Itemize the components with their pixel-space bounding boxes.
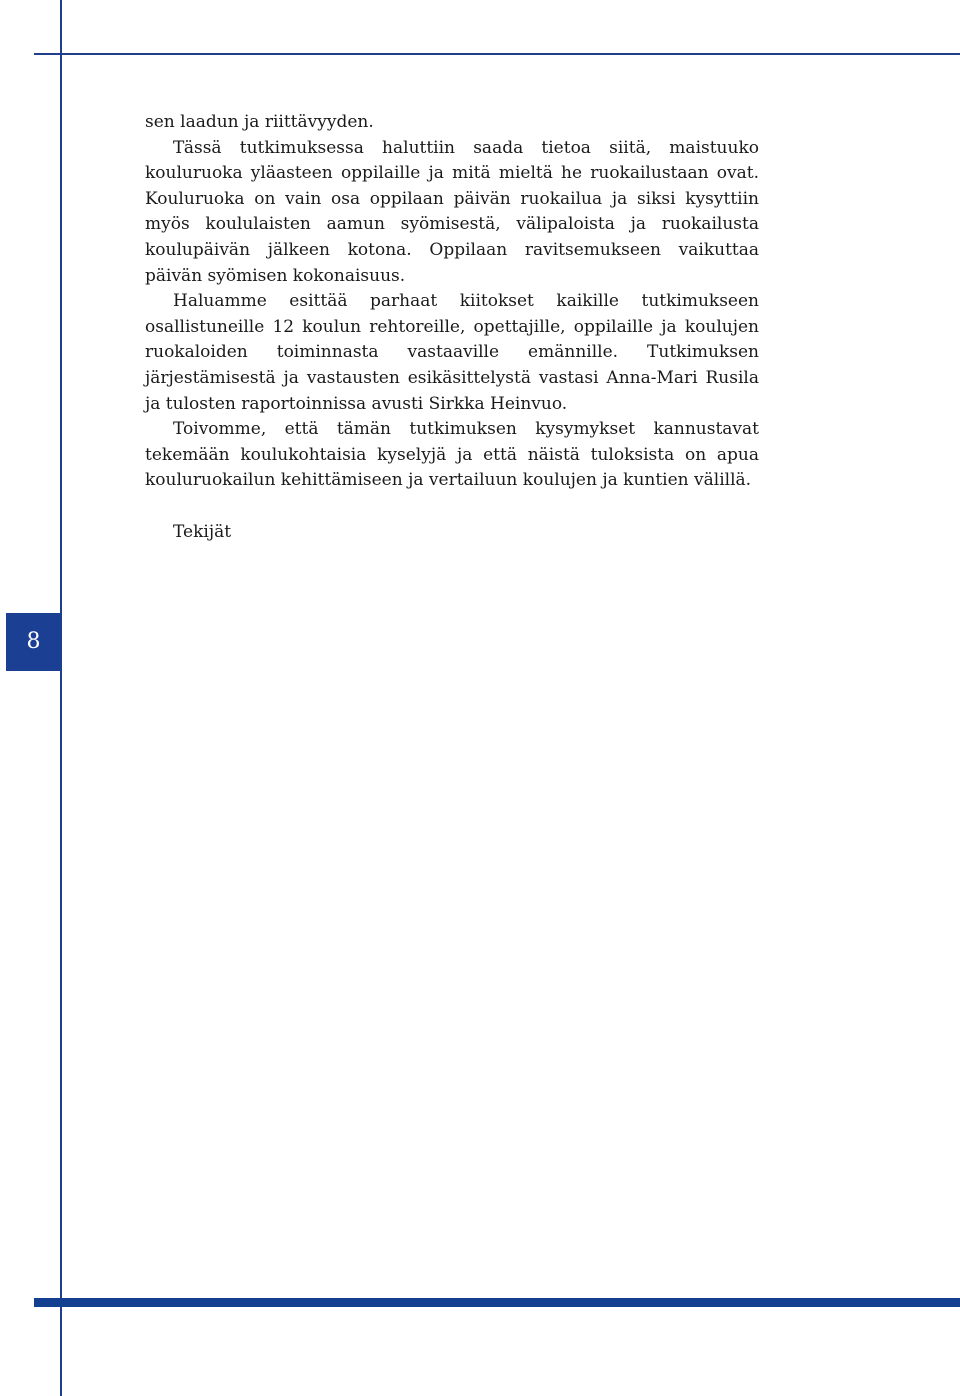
header-rule <box>34 53 960 55</box>
paragraph-4: Toivomme, että tämän tutkimuksen kysymykset kannustavat tekemään koulukohtaisia kyselyjä ja että näistä tuloksista on apua kouluruokailun kehittämiseen ja vertailuun koulujen ja kuntien välillä. <box>145 419 759 491</box>
page-number: 8 <box>26 629 41 654</box>
paragraph-1: sen laadun ja riittävyyden. <box>145 112 374 132</box>
paragraph-3: Haluamme esittää parhaat kiitokset kaikille tutkimukseen osallistuneille 12 koulun rehtoreille, opettajille, oppilaille ja koulujen ruokaloiden toiminnasta vastaaville emännille. Tutkimuksen järjestämisestä ja vastausten esikäsittelystä vastasi Anna-Mari Rusila ja tulosten raportoinnissa avusti Sirkka Heinvuo. <box>145 291 759 414</box>
page-number-tab <box>6 613 61 671</box>
footer-rule <box>34 1298 960 1307</box>
signature: Tekijät <box>173 521 232 542</box>
paragraph-2: Tässä tutkimuksessa haluttiin saada tietoa siitä, maistuuko kouluruoka yläasteen oppilaille ja mitä mieltä he ruokailustaan ovat. Kouluruoka on vain osa oppilaan päivän ruokailua ja siksi kysyttiin myös koululaisten aamun syömisestä, välipaloista ja ruokailusta koulupäivän jälkeen kotona. Oppilaan ravitsemukseen vaikuttaa päivän syömisen kokonaisuus. <box>145 137 759 286</box>
margin-rule-vertical <box>60 0 62 1396</box>
body-text <box>145 110 759 545</box>
